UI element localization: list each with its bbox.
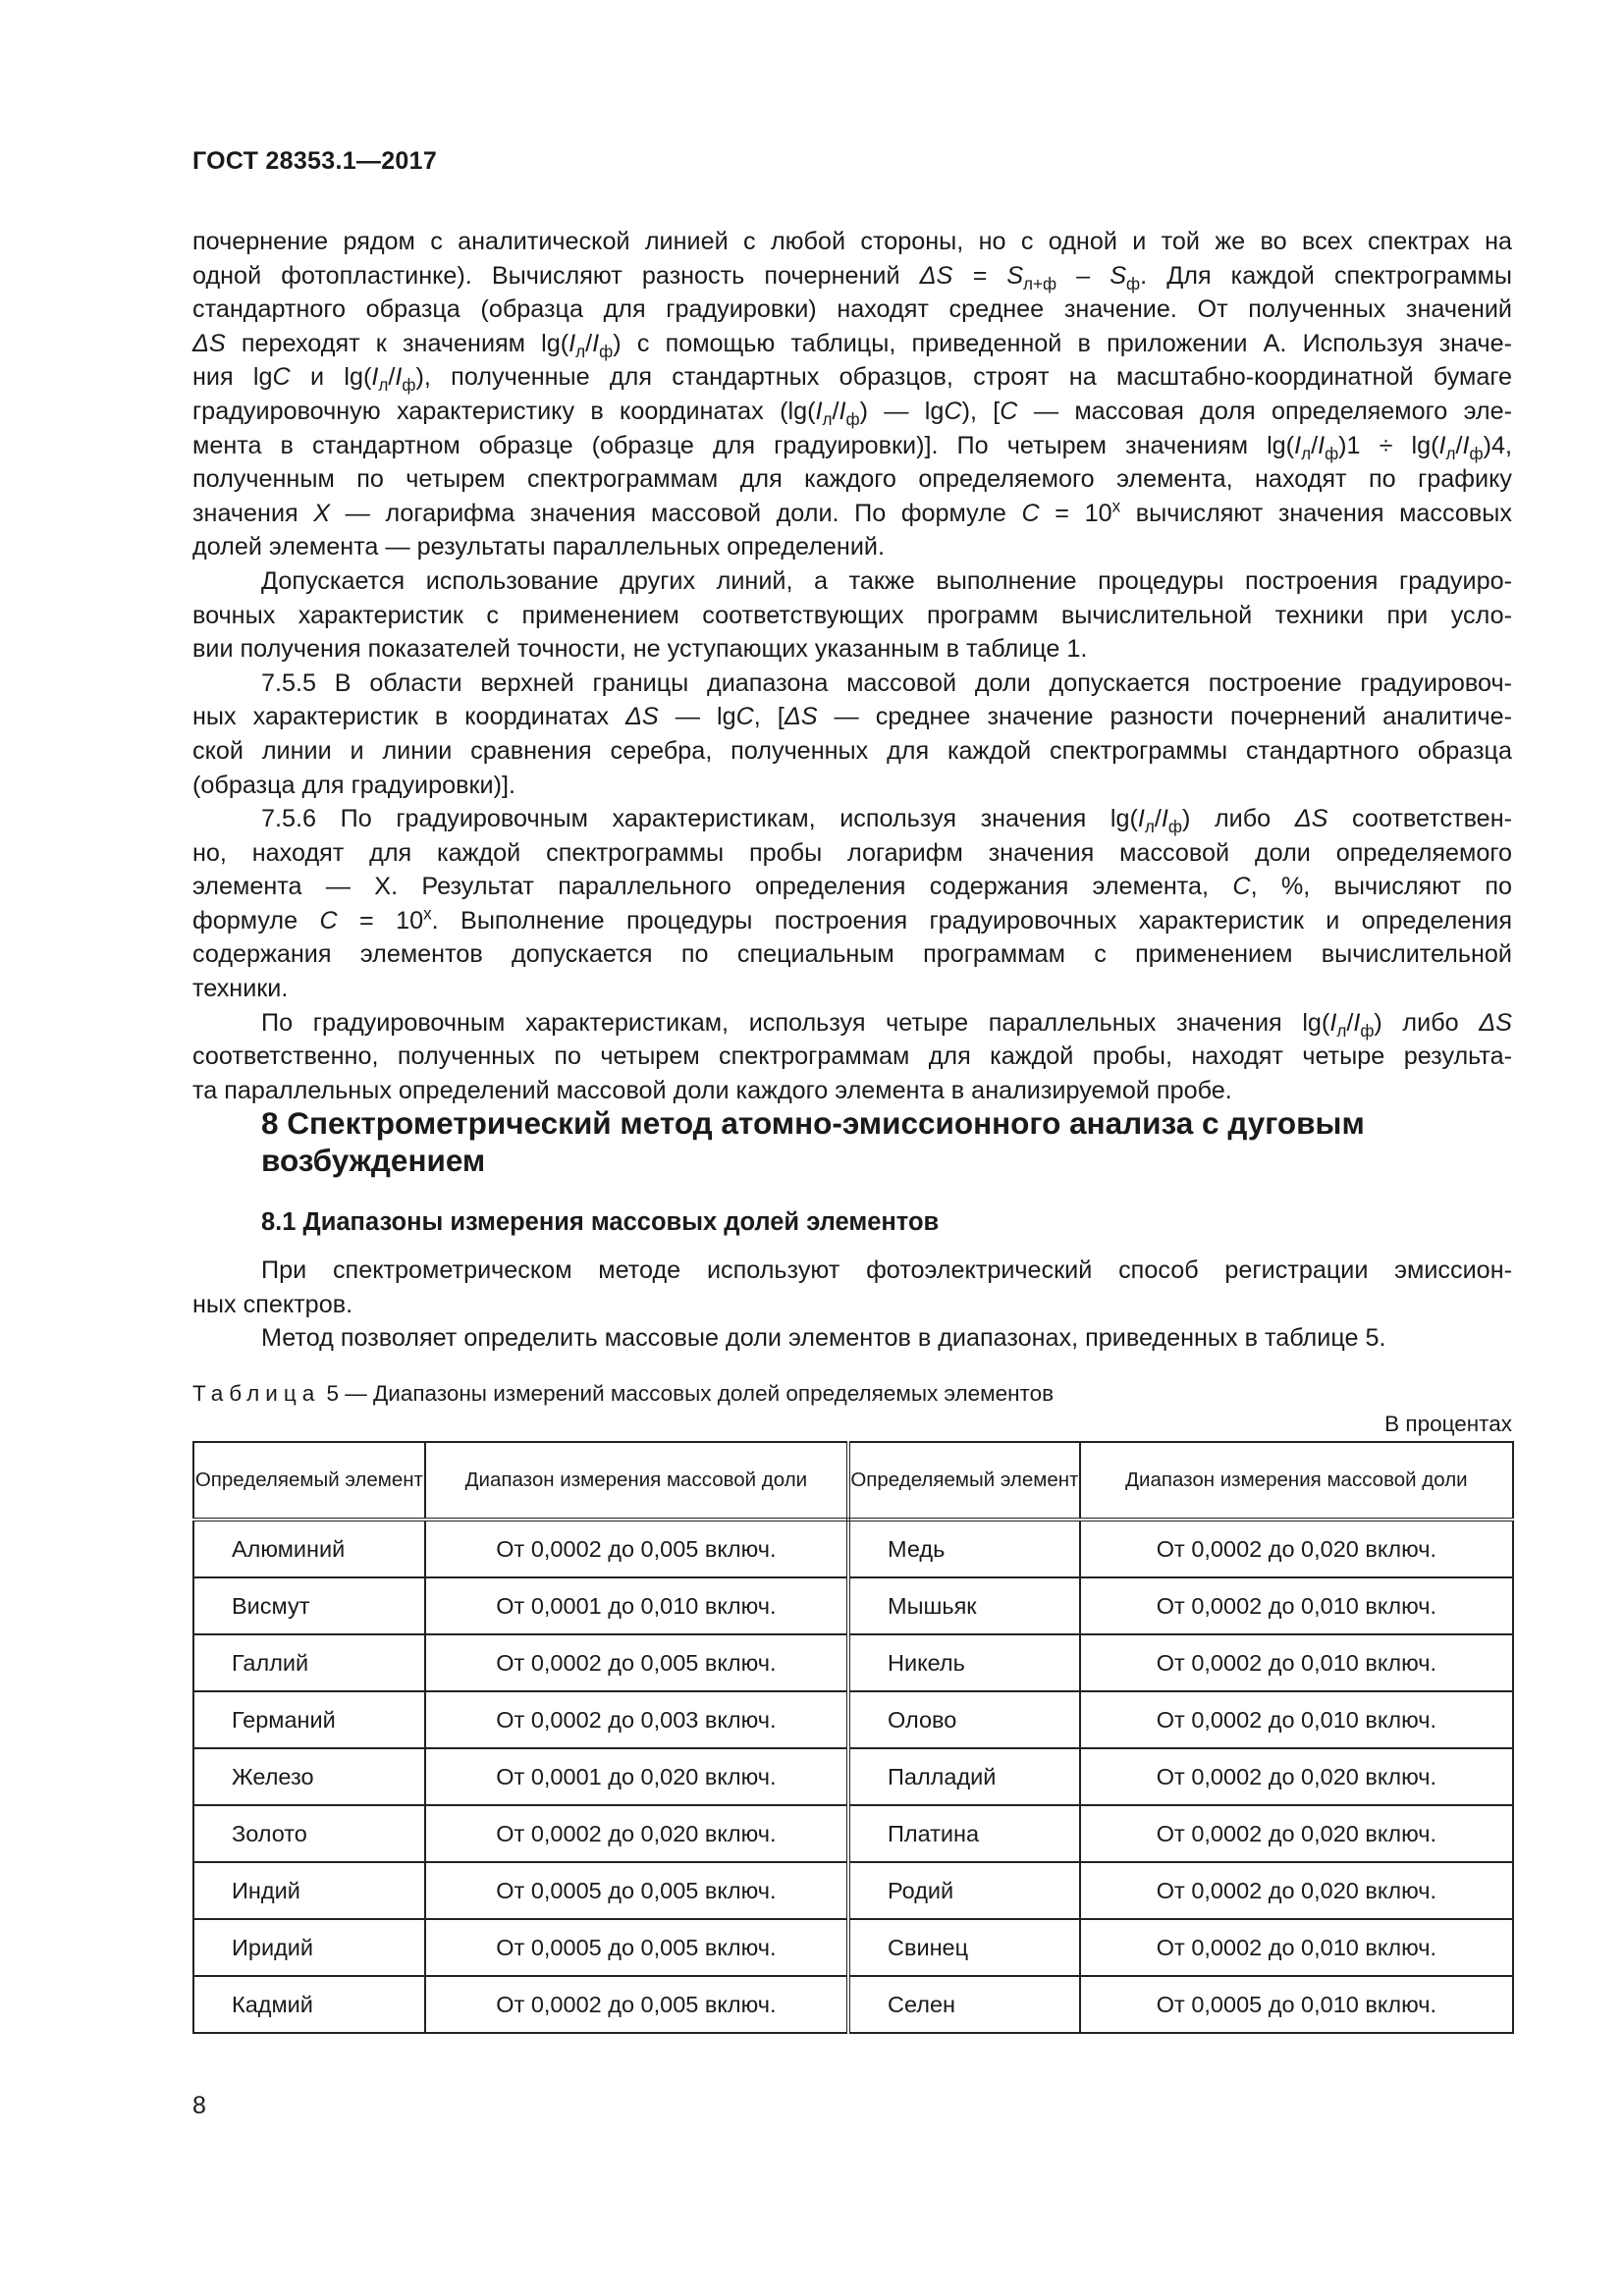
cell-element: Олово (848, 1691, 1080, 1748)
cell-element: Никель (848, 1634, 1080, 1691)
text-run: ф (1469, 443, 1484, 463)
text-run: значения (192, 499, 314, 527)
text-run: ) либо (1374, 1008, 1480, 1037)
table-row (193, 1805, 1513, 1862)
text-run: )4, (1483, 431, 1512, 459)
text-line (192, 395, 1512, 429)
text-run: ) либо (1181, 805, 1295, 833)
text-run: )1 ÷ lg( (1338, 431, 1439, 459)
text-run: I (371, 363, 379, 392)
table-row (193, 1520, 1513, 1577)
cell-range: От 0,0002 до 0,020 включ. (1080, 1805, 1513, 1862)
table-row (193, 1577, 1513, 1634)
text-run: ф (1167, 817, 1182, 837)
subsection-title: 8.1 Диапазоны измерения массовых долей элементов (261, 1208, 940, 1236)
text-run: C (1000, 397, 1018, 425)
table-row (193, 1862, 1513, 1919)
table-header-row (193, 1442, 1513, 1520)
text-run: I (1318, 431, 1326, 459)
ranges-table (192, 1441, 1514, 2034)
text-run: — lg (658, 703, 736, 731)
text-line: соответственно, полученных по четырем спектрограммам для каждой пробы, находят четыре результа- (192, 1042, 1512, 1071)
cell-range: От 0,0002 до 0,010 включ. (1080, 1634, 1513, 1691)
header-range: Диапазон измерения массовой доли (1080, 1442, 1513, 1520)
text-line (192, 327, 1512, 361)
text-line (192, 1006, 1512, 1041)
text-run: По градуировочным характеристикам, используя четыре параллельных значения lg( (261, 1008, 1330, 1037)
table-caption (192, 1381, 1054, 1407)
text-run: градуировочную характеристику в координатах (lg( (192, 397, 816, 425)
text-line: Допускается использование других линий, а также выполнение процедуры построения градуиро- (261, 566, 1512, 595)
text-line: ской линии и линии сравнения серебра, полученных для каждой спектрограммы стандартного образца (192, 736, 1512, 765)
table-units: В процентах (1384, 1412, 1512, 1436)
text-line: вочных характеристик с применением соответствующих программ вычислительной техники при усло- (192, 601, 1512, 629)
text-run: I (1462, 431, 1470, 459)
paragraph-3 (192, 667, 1512, 802)
text-line: полученным по четырем спектрограммам для каждого определяемого элемента, находят по графику (192, 465, 1512, 494)
text-run: I (1329, 1008, 1337, 1037)
text-line: техники. (192, 975, 289, 1003)
text-line: стандартного образца (образца для градуировки) находят среднее значение. От полученных значений (192, 295, 1512, 324)
cell-element: Алюминий (193, 1520, 425, 1577)
cell-range: От 0,0002 до 0,005 включ. (425, 1634, 848, 1691)
text-run: ΔS (1479, 1008, 1512, 1037)
table-row (193, 1976, 1513, 2033)
header-range: Диапазон измерения массовой доли (425, 1442, 848, 1520)
cell-range: От 0,0002 до 0,010 включ. (1080, 1577, 1513, 1634)
text-line: При спектрометрическом методе используют фотоэлектрический способ регистрации эмиссион- (261, 1256, 1512, 1284)
text-run: ных характеристик в координатах (192, 703, 626, 731)
text-line (192, 904, 1512, 938)
table-caption-text: 5 — Диапазоны измерений массовых долей определяемых элементов (326, 1381, 1055, 1406)
cell-range: От 0,0005 до 0,010 включ. (1080, 1976, 1513, 2033)
text-run: / (1311, 431, 1319, 459)
text-line (192, 429, 1512, 463)
text-line: вии получения показателей точности, не уступающих указанным в таблице 1. (192, 635, 1088, 664)
text-run: ния lg (192, 363, 273, 392)
table-caption-prefix: Таблица (192, 1381, 321, 1406)
text-run: , %, вычисляют по (1250, 873, 1512, 901)
text-run: ф (1126, 273, 1141, 294)
text-run: I (1438, 431, 1446, 459)
paragraph-4 (192, 802, 1512, 1006)
text-line (192, 360, 1512, 395)
text-run: . Выполнение процедуры построения градуировочных характеристик и определения (431, 906, 1512, 934)
cell-range: От 0,0005 до 0,005 включ. (425, 1862, 848, 1919)
cell-element: Кадмий (193, 1976, 425, 2033)
text-run: ΔS (625, 703, 659, 731)
body-text (192, 225, 1512, 1107)
text-run: ), полученные для стандартных образцов, строят на масштабно-координатной бумаге (415, 363, 1512, 392)
table-row (193, 1919, 1513, 1976)
paragraph-2 (192, 564, 1512, 667)
document-header: ГОСТ 28353.1—2017 (192, 147, 438, 175)
text-line: Метод позволяет определить массовые доли элементов в диапазонах, приведенных в таблице 5. (261, 1324, 1386, 1353)
text-run: C (1232, 873, 1251, 901)
cell-element: Индий (193, 1862, 425, 1919)
text-line: (образца для градуировки)]. (192, 771, 515, 799)
text-run: I (592, 329, 600, 357)
text-run: / (1455, 431, 1463, 459)
cell-range: От 0,0002 до 0,020 включ. (1080, 1520, 1513, 1577)
text-run: , [ (753, 703, 785, 731)
text-line (192, 259, 1512, 294)
cell-element: Железо (193, 1748, 425, 1805)
text-line (192, 802, 1512, 836)
text-run: ф (845, 408, 860, 429)
text-run: I (568, 329, 576, 357)
text-line: но, находят для каждой спектрограммы пробы логарифм значения массовой доли определяемого (192, 838, 1512, 867)
cell-element: Германий (193, 1691, 425, 1748)
text-run: вычисляют значения массовых (1120, 499, 1512, 527)
table-row (193, 1634, 1513, 1691)
text-run: I (1294, 431, 1302, 459)
cell-element: Мышьяк (848, 1577, 1080, 1634)
text-run: x (1111, 496, 1121, 516)
text-run: = 10 (1039, 499, 1112, 527)
text-run: — массовая доля определяемого эле- (1017, 397, 1512, 425)
text-run: I (1161, 805, 1168, 833)
text-run: I (1353, 1008, 1361, 1037)
text-run: / (832, 397, 839, 425)
text-line: та параллельных определений массовой доли каждого элемента в анализируемой пробе. (192, 1076, 1232, 1104)
text-run: л (1144, 817, 1155, 837)
text-run: ) — lg (859, 397, 945, 425)
text-run: C (319, 906, 338, 934)
text-run: ΔS (784, 703, 818, 731)
text-run: л (1336, 1020, 1347, 1041)
cell-range: От 0,0001 до 0,020 включ. (425, 1748, 848, 1805)
text-run: / (388, 363, 396, 392)
text-run: ), [ (961, 397, 1001, 425)
header-element: Определяемый элемент (848, 1442, 1080, 1520)
cell-range: От 0,0002 до 0,010 включ. (1080, 1919, 1513, 1976)
text-run: соответствен- (1327, 805, 1512, 833)
text-run: л (822, 408, 833, 429)
text-run: C (944, 397, 962, 425)
text-line: долей элемента — результаты параллельных определений. (192, 533, 885, 561)
text-run: переходят к значениям lg( (225, 329, 569, 357)
cell-element: Висмут (193, 1577, 425, 1634)
cell-range: От 0,0005 до 0,005 включ. (425, 1919, 848, 1976)
text-run: и lg( (290, 363, 372, 392)
paragraph-1 (192, 225, 1512, 564)
text-run: . Для каждой спектрограммы (1140, 261, 1512, 290)
text-run: I (1137, 805, 1145, 833)
text-run: 7.5.6 По градуировочным характеристикам, используя значения lg( (261, 805, 1138, 833)
paragraph-5 (192, 1006, 1512, 1108)
text-run: x (423, 903, 432, 924)
text-run: = 10 (337, 906, 424, 934)
text-run: / (1154, 805, 1162, 833)
text-line: 7.5.5 В области верхней границы диапазона массовой доли допускается построение градуировоч- (261, 668, 1512, 697)
text-run: ΔS = S (919, 261, 1023, 290)
cell-range: От 0,0002 до 0,020 включ. (425, 1805, 848, 1862)
cell-element: Палладий (848, 1748, 1080, 1805)
text-run: I (815, 397, 823, 425)
text-run: ф (402, 375, 416, 396)
cell-element: Платина (848, 1805, 1080, 1862)
text-run: ф (1360, 1020, 1375, 1041)
text-line: ных спектров. (192, 1290, 353, 1318)
text-run: л (575, 341, 586, 361)
text-run: / (585, 329, 593, 357)
text-line (192, 700, 1512, 734)
table-row (193, 1748, 1513, 1805)
text-run: ) с помощью таблицы, приведенной в приложении А. Используя значе- (613, 329, 1513, 357)
cell-element: Свинец (848, 1919, 1080, 1976)
text-run: – S (1056, 261, 1127, 290)
text-run: X (313, 499, 331, 527)
text-line: почернение рядом с аналитической линией с любой стороны, но с одной и той же во всех спектрах на (192, 228, 1512, 255)
cell-range: От 0,0002 до 0,005 включ. (425, 1520, 848, 1577)
cell-element: Селен (848, 1976, 1080, 2033)
cell-element: Родий (848, 1862, 1080, 1919)
text-run: элемента — X. Результат параллельного определения содержания элемента, (192, 873, 1233, 901)
cell-element: Иридий (193, 1919, 425, 1976)
cell-element: Медь (848, 1520, 1080, 1577)
text-run: ΔS (192, 329, 226, 357)
text-run: I (839, 397, 846, 425)
text-run: формуле (192, 906, 320, 934)
text-run: I (395, 363, 403, 392)
text-run: / (1346, 1008, 1354, 1037)
cell-range: От 0,0002 до 0,010 включ. (1080, 1691, 1513, 1748)
text-run: ф (599, 341, 614, 361)
text-run: одной фотопластинке). Вычисляют разность почернений (192, 261, 920, 290)
text-run: — среднее значение разности почернений аналитиче- (817, 703, 1512, 731)
table-row (193, 1691, 1513, 1748)
header-element: Определяемый элемент (193, 1442, 425, 1520)
cell-range: От 0,0002 до 0,005 включ. (425, 1976, 848, 2033)
text-run: л (378, 375, 389, 396)
text-run: C (735, 703, 754, 731)
text-run: л (1445, 443, 1456, 463)
cell-range: От 0,0002 до 0,020 включ. (1080, 1748, 1513, 1805)
text-run: ΔS (1294, 805, 1328, 833)
text-run: ф (1325, 443, 1339, 463)
text-run: л+ф (1023, 273, 1057, 294)
text-line (192, 497, 1512, 531)
page-number: 8 (192, 2092, 206, 2119)
section-title: 8 Спектрометрический метод атомно-эмиссионного анализа с дуговым возбуждением (261, 1105, 1365, 1178)
table-body (193, 1520, 1513, 2033)
cell-element: Золото (193, 1805, 425, 1862)
section-text (192, 1254, 1512, 1356)
cell-element: Галлий (193, 1634, 425, 1691)
text-line: содержания элементов допускается по специальным программам с применением вычислительной (192, 940, 1512, 969)
text-run: л (1301, 443, 1312, 463)
text-run: — логарифма значения массовой доли. По формуле (330, 499, 1022, 527)
text-run: мента в стандартном образце (образце для градуировки)]. По четырем значениям lg( (192, 431, 1295, 459)
text-run: C (1021, 499, 1040, 527)
cell-range: От 0,0001 до 0,010 включ. (425, 1577, 848, 1634)
cell-range: От 0,0002 до 0,003 включ. (425, 1691, 848, 1748)
text-line (192, 870, 1512, 904)
cell-range: От 0,0002 до 0,020 включ. (1080, 1862, 1513, 1919)
text-run: C (272, 363, 291, 392)
